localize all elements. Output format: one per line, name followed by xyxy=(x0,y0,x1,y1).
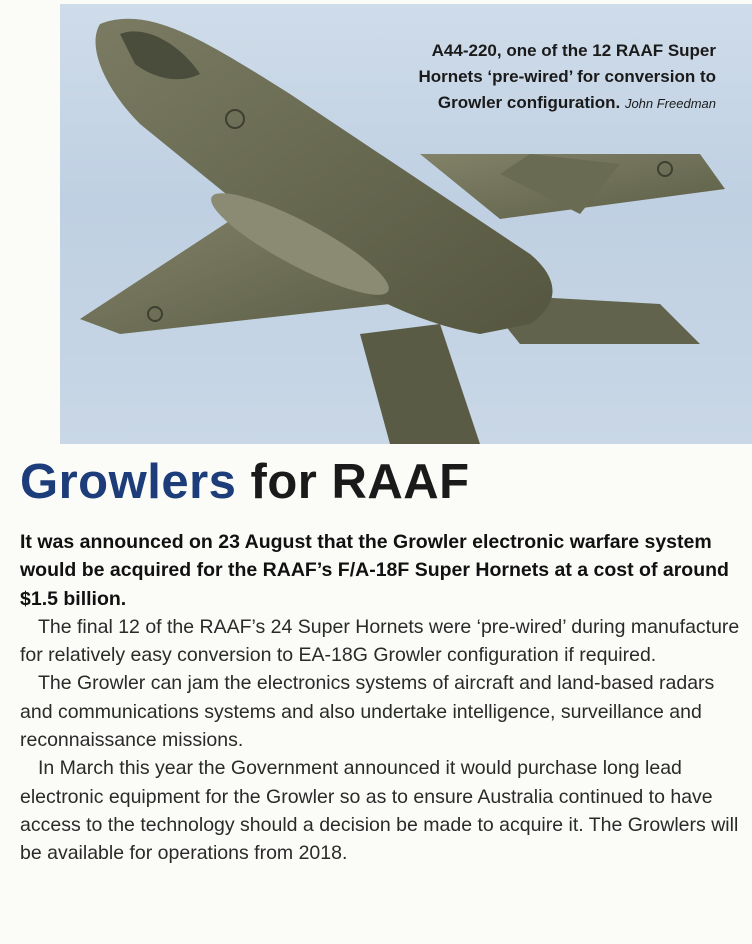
tail-fin-lower xyxy=(360,324,480,444)
article-paragraph-2: The Growler can jam the electronics systems of aircraft and land-based radars and communications systems and also undertake intelligence, surveillance and reconnaissance missions. xyxy=(20,672,715,752)
headline-growlers: Growlers xyxy=(20,455,237,509)
caption-text: A44-220, one of the 12 RAAF Super Hornets ‘pre-wired’ for conversion to Growler configuration. xyxy=(418,41,716,112)
article-paragraph-3: In March this year the Government announced it would purchase long lead electronic equipment for the Growler so as to ensure Australia continued to have access to the technology should a decision be made to acquire it. The Growlers will be available for operations from 2018. xyxy=(20,757,739,865)
article-headline xyxy=(20,452,470,512)
article-paragraph-1: The final 12 of the RAAF’s 24 Super Hornets were ‘pre-wired’ during manufacture for relatively easy conversion to EA-18G Growler configuration if required. xyxy=(20,615,740,667)
photo-caption xyxy=(386,38,716,117)
headline-for-raaf: for RAAF xyxy=(250,455,470,509)
article-lede: It was announced on 23 August that the Growler electronic warfare system would be acquired for the RAAF’s F/A-18F Super Hornets at a cost of around $1.5 billion. xyxy=(20,531,729,610)
caption-credit: John Freedman xyxy=(624,96,716,111)
aircraft-photo xyxy=(60,4,752,444)
article-body xyxy=(20,528,744,868)
